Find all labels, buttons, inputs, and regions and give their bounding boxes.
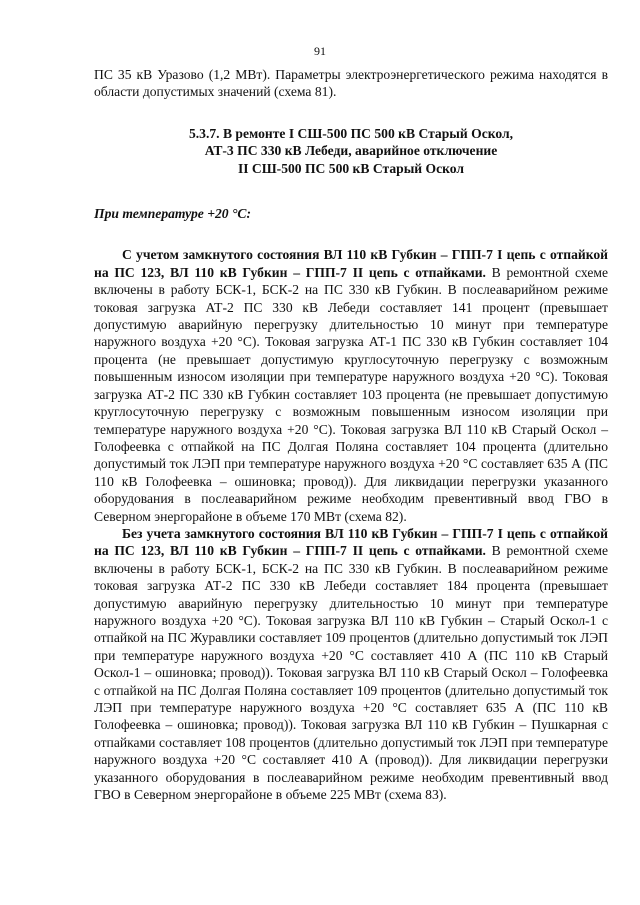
paragraph-1-text: В ремонтной схеме включены в работу БСК-1, БСК-2 на ПС 330 кВ Губкин. В послеаварийном режиме токовая загрузка АТ-2 ПС 330 кВ Лебеди составляет 141 процент (превышает допустимую аварийную перегрузку длительностью 10 минут при температуре наружного воздуха +20 °С). Токовая загрузка АТ-1 ПС 330 кВ Губкин составляет 104 процента (не превышает допустимую круглосуточную перегрузку с возможным повышенным износом изоляции при температуре наружного воздуха +20 °С). Токовая загрузка АТ-2 ПС 330 кВ Губкин составляет 103 процента (не превышает допустимую круглосуточную перегрузку с возможным повышенным износом изоляции при температуре наружного воздуха +20 °С). Токовая загрузка ВЛ 110 кВ Старый Оскол – Голофеевка с отпайкой на ПС Долгая Поляна составляет 104 процента (длительно допустимый ток ЛЭП при температуре наружного воздуха +20 °С составляет 635 А (ПС 110 кВ Голофеевка – ошиновка; провод)). Для ликвидации перегрузки указанного оборудования в послеаварийном режиме необходим превентивный ввод ГВО в Северном энергорайоне в объеме 170 МВт (схема 82).: [94, 264, 608, 524]
section-heading-line-1: 5.3.7. В ремонте I СШ-500 ПС 500 кВ Старый Оскол,: [188, 125, 514, 141]
paragraph-with-closed-state: [94, 246, 608, 525]
section-heading-line-2: АТ-3 ПС 330 кВ Лебеди, аварийное отключение: [204, 143, 498, 159]
paragraph-without-closed-state: [94, 525, 608, 804]
paragraph-2-text: В ремонтной схеме включены в работу БСК-1, БСК-2 на ПС 330 кВ Губкин. В послеаварийном режиме токовая загрузка АТ-2 ПС 330 кВ Лебеди составляет 184 процента (превышает допустимую аварийную перегрузку длительностью 10 минут при температуре наружного воздуха +20 °С). Токовая загрузка ВЛ 110 кВ Губкин – Старый Оскол-1 с отпайкой на ПС Журавлики составляет 109 процентов (длительно допустимый ток ЛЭП при температуре наружного воздуха +20 °С составляет 410 А (ПС 110 кВ Старый Оскол-1 – ошиновка; провод)). Токовая загрузка ВЛ 110 кВ Старый Оскол – Голофеевка с отпайкой на ПС Долгая Поляна составляет 109 процентов (длительно допустимый ток ЛЭП при температуре наружного воздуха +20 °С составляет 635 А (ПС 110 кВ Голофеевка – ошиновка; провод)). Токовая загрузка ВЛ 110 кВ Губкин – Пушкарная с отпайками составляет 108 процентов (длительно допустимый ток ЛЭП при температуре наружного воздуха +20 °С составляет 410 А (провод)). Для ликвидации перегрузки указанного оборудования в послеаварийном режиме необходим превентивный ввод ГВО в Северном энергорайоне в объеме 225 МВт (схема 83).: [94, 543, 608, 803]
section-heading: [94, 125, 608, 177]
intro-paragraph: ПС 35 кВ Уразово (1,2 МВт). Параметры электроэнергетического режима находятся в области допустимых значений (схема 81).: [94, 67, 608, 100]
temperature-subheading: При температуре +20 °С:: [94, 206, 252, 222]
page-body: [94, 66, 608, 803]
page-number: 91: [314, 44, 326, 58]
section-heading-line-3: II СШ-500 ПС 500 кВ Старый Оскол: [237, 160, 465, 176]
paragraph-2-lead: Без учета замкнутого состояния ВЛ 110 кВ Губкин – ГПП-7 I цепь с отпайкой на ПС 123, ВЛ 110 кВ Губкин – ГПП-7 II цепь с отпайками.: [94, 525, 608, 559]
paragraph-1-lead: С учетом замкнутого состояния ВЛ 110 кВ Губкин – ГПП-7 I цепь с отпайкой на ПС 123, ВЛ 110 кВ Губкин – ГПП-7 II цепь с отпайками.: [94, 247, 608, 280]
